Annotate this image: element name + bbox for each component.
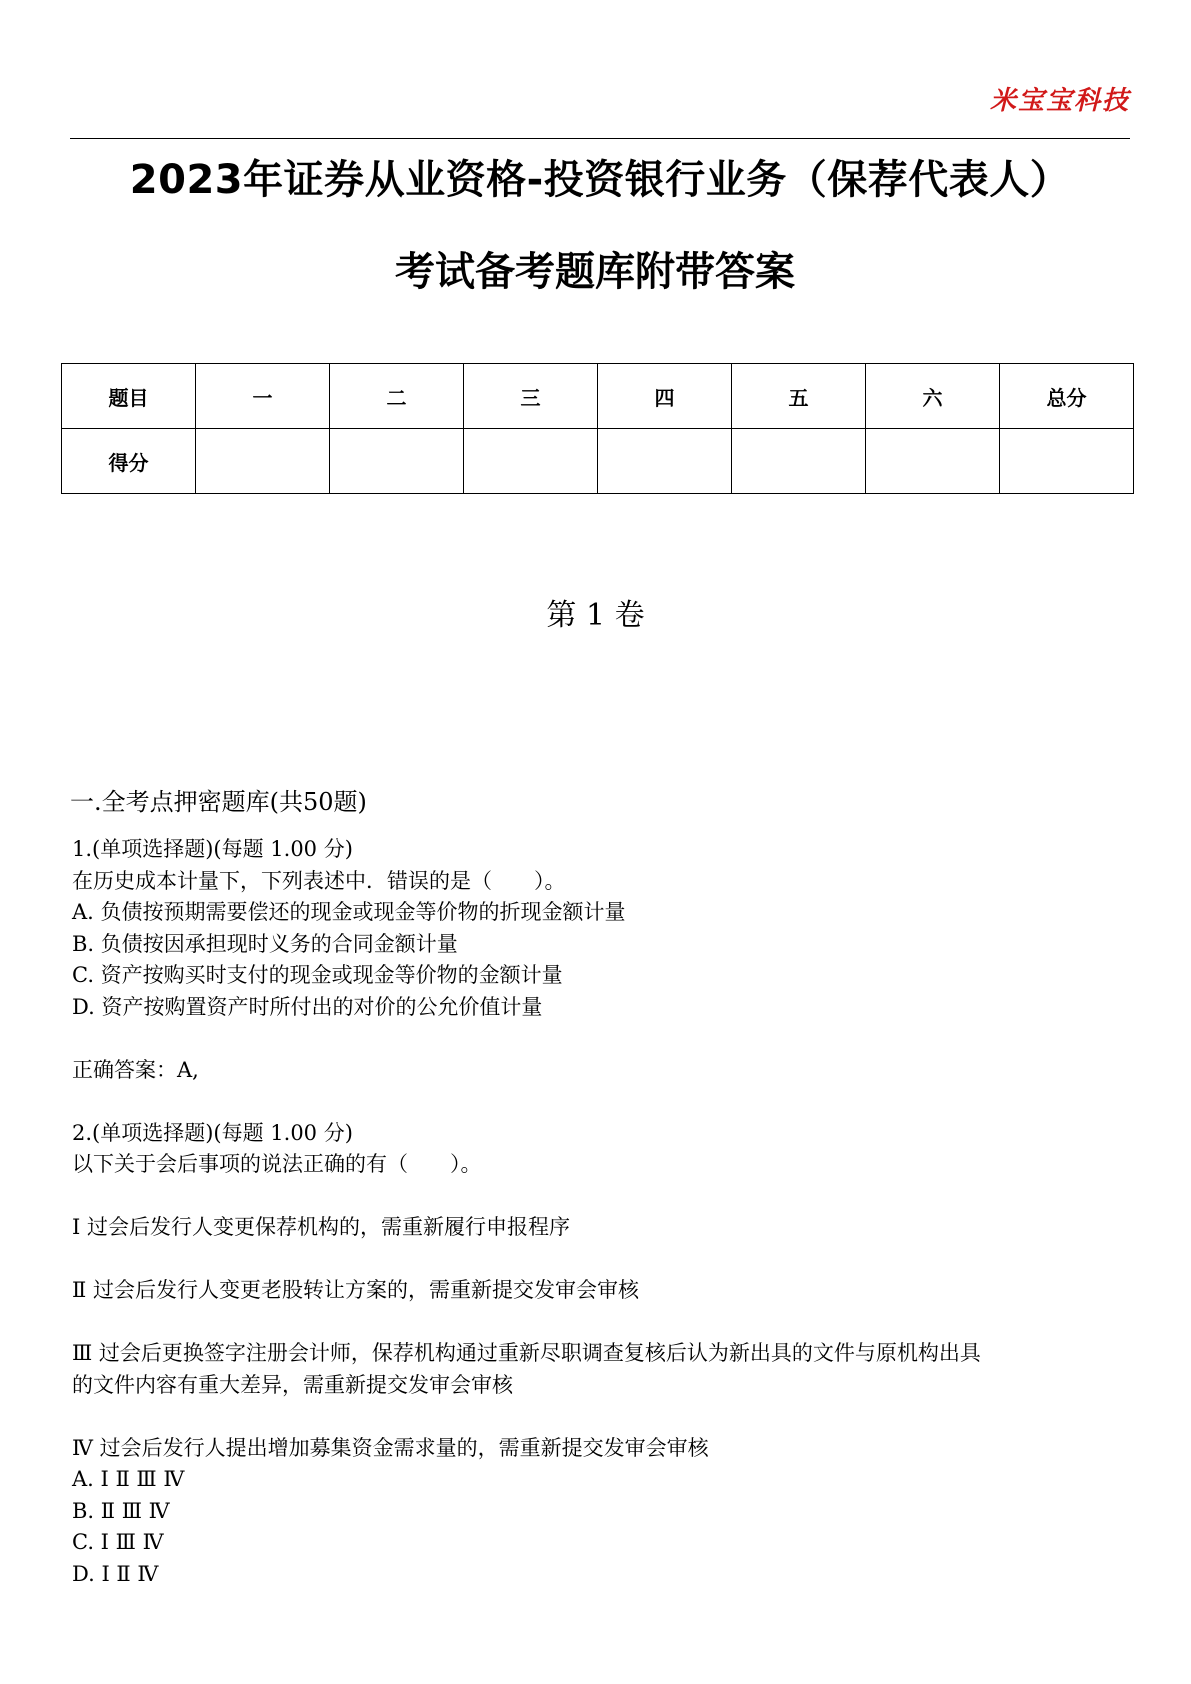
score-cell [196, 429, 330, 494]
question-option: C. Ⅰ Ⅲ Ⅳ [72, 1530, 164, 1554]
question-header: 1.(单项选择题)(每题 1.00 分) [72, 837, 353, 861]
score-header-cell: 三 [464, 364, 598, 429]
question-option: D. Ⅰ Ⅱ Ⅳ [72, 1561, 159, 1586]
score-cell [330, 429, 464, 494]
question-option: A. Ⅰ Ⅱ Ⅲ Ⅳ [72, 1467, 185, 1491]
question-statement: Ⅰ 过会后发行人变更保荐机构的，需重新履行申报程序 [72, 1215, 570, 1239]
question-1 [72, 834, 1132, 1118]
score-cell [1000, 429, 1134, 494]
score-header-cell: 总分 [1000, 364, 1134, 429]
score-cell [866, 429, 1000, 494]
score-cell [464, 429, 598, 494]
question-statement: Ⅳ 过会后发行人提出增加募集资金需求量的，需重新提交发审会审核 [72, 1435, 709, 1460]
volume-label: 第 1 卷 [546, 598, 645, 633]
brand-logo: 米宝宝科技 [989, 86, 1130, 116]
score-row-label: 得分 [62, 429, 196, 494]
question-answer: 正确答案：A, [72, 1057, 199, 1082]
score-header-cell: 五 [732, 364, 866, 429]
header-rule [70, 138, 1130, 139]
score-cell [732, 429, 866, 494]
question-list [72, 834, 1132, 1590]
question-statement: Ⅱ 过会后发行人变更老股转让方案的，需重新提交发审会审核 [72, 1278, 639, 1302]
score-table-score-row [62, 429, 1134, 494]
question-option: B. Ⅱ Ⅲ Ⅳ [72, 1498, 170, 1523]
document-title-line-2: 考试备考题库附带答案 [395, 249, 795, 295]
score-header-cell: 一 [196, 364, 330, 429]
section-title: 一.全考点押密题库(共50题) [70, 788, 367, 816]
question-option: D. 资产按购置资产时所付出的对价的公允价值计量 [72, 994, 543, 1019]
question-2 [72, 1118, 1132, 1591]
score-header-cell: 题目 [62, 364, 196, 429]
score-cell [598, 429, 732, 494]
question-statement: 的文件内容有重大差异，需重新提交发审会审核 [72, 1372, 513, 1397]
score-header-cell: 二 [330, 364, 464, 429]
question-stem: 在历史成本计量下，下列表述中．错误的是（ ）。 [72, 868, 566, 893]
score-header-cell: 六 [866, 364, 1000, 429]
score-table-header-row [62, 364, 1134, 429]
question-option: A. 负债按预期需要偿还的现金或现金等价物的折现金额计量 [72, 900, 626, 924]
question-option: C. 资产按购买时支付的现金或现金等价物的金额计量 [72, 963, 563, 987]
document-title-line-1: 2023年证券从业资格-投资银行业务（保荐代表人） [129, 157, 1071, 203]
question-option: B. 负债按因承担现时义务的合同金额计量 [72, 931, 458, 956]
score-table [61, 363, 1134, 494]
score-header-cell: 四 [598, 364, 732, 429]
question-stem: 以下关于会后事项的说法正确的有（ ）。 [72, 1152, 482, 1176]
question-statement: Ⅲ 过会后更换签字注册会计师，保荐机构通过重新尽职调查复核后认为新出具的文件与原机构出具 [72, 1341, 981, 1365]
question-header: 2.(单项选择题)(每题 1.00 分) [72, 1120, 353, 1145]
